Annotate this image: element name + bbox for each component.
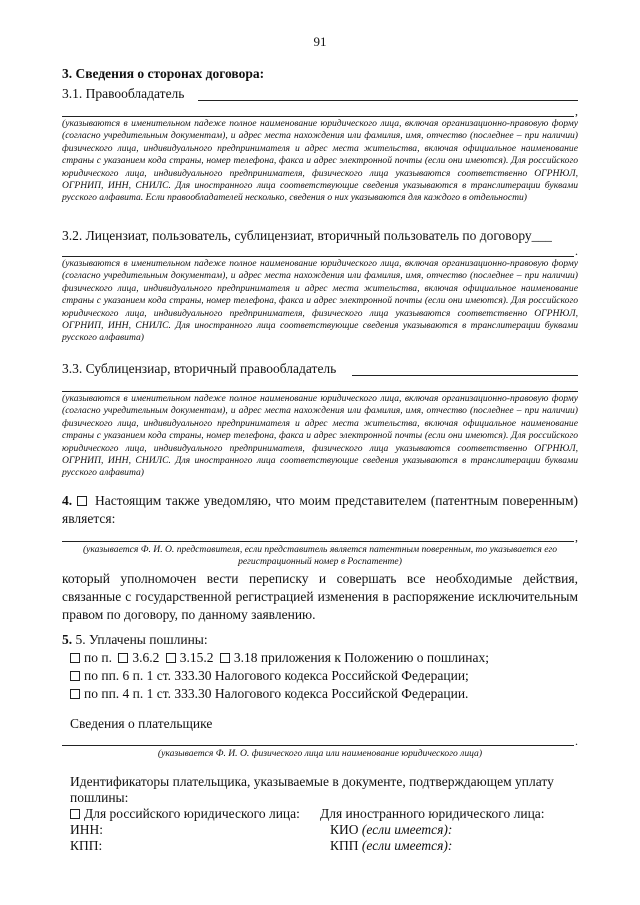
kpp-foreign-label: КПП (если имеется):: [330, 838, 453, 853]
russian-entity-label: Для российского юридического лица:: [70, 806, 300, 822]
fee-line-1: по п. 3.6.2 3.15.2 3.18 приложения к Положению о пошлинах;: [70, 650, 489, 666]
kpp-label: КПП:: [70, 838, 103, 853]
payer-ids-text-1: Идентификаторы плательщика, указываемые в документе, подтверждающем уплату: [70, 774, 554, 789]
kio-label: КИО (если имеется):: [330, 822, 453, 837]
payer-title: Сведения о плательщике: [70, 716, 213, 731]
section-3-2-note: (указываются в именительном падеже полное наименование юридического лица, включая организационно-правовую форму (согласно учредительным документам), и адрес места нахождения или фамилия, имя, отчество (последнее – при наличии) физического лица, индивидуального предпринимателя и адрес места жительства, включая официальное наименование страны с указанием кода страны, номер телефона, факса и адрес электронной почты (если они имеются). Для российского юридического лица, индивидуального предпринимателя, физического лица указываются соответственно ОГРНЮЛ, ОГРНИП, ИНН, СНИЛС. Для иностранного лица соответствующие сведения указываются в транслитерации буквами русского алфавита): [62, 258, 578, 344]
rightholder-field-line-2[interactable]: [62, 116, 574, 117]
section-4-body: который уполномочен вести переписку и совершать все необходимые действия, связанные с государственной регистрацией изменения в распоряжение исключительным правом по договору, по данному заявлению.: [62, 571, 578, 622]
russian-entity-checkbox[interactable]: [70, 809, 80, 819]
fee-checkbox-pp4[interactable]: [70, 689, 80, 699]
foreign-entity-label: Для иностранного юридического лица:: [320, 806, 545, 821]
sublicensor-field-line[interactable]: [352, 375, 578, 376]
licensee-field-line[interactable]: [62, 256, 574, 257]
fee-checkbox-362[interactable]: [118, 653, 128, 663]
fee-checkbox-1[interactable]: [70, 653, 80, 663]
rightholder-field-line[interactable]: [198, 100, 578, 101]
fee-line-2: по пп. 6 п. 1 ст. 333.30 Налогового кодекса Российской Федерации;: [70, 668, 469, 684]
section-5-title: 5. 5. Уплачены пошлины:: [62, 632, 208, 647]
section-4-text: 4. Настоящим также уведомляю, что моим представителем (патентным поверенным) является:: [62, 493, 578, 526]
section-4-number: 4.: [62, 493, 73, 508]
section-4-note: (указывается Ф. И. О. представителя, если представитель является патентным поверенным, то указывается его регистрационный номер в Роспатенте): [82, 544, 558, 568]
fee-checkbox-pp6[interactable]: [70, 671, 80, 681]
payer-note: (указывается Ф. И. О. физического лица или наименование юридического лица): [157, 748, 483, 759]
section-3-3-label: 3.3. Сублицензиар, вторичный правообладатель: [62, 361, 337, 376]
section-4-checkbox[interactable]: [77, 496, 87, 506]
section-3-1-note: (указываются в именительном падеже полное наименование юридического лица, включая организационно-правовую форму (согласно учредительным документам), и адрес места нахождения или фамилия, имя, отчество (последнее – при наличии) физического лица, индивидуального предпринимателя и адрес места жительства, включая официальное наименование страны с указанием кода страны, номер телефона, факса и адрес электронной почты (если они имеются). Для российского юридического лица, индивидуального предпринимателя, физического лица указываются соответственно ОГРНЮЛ, ОГРНИП, ИНН, СНИЛС. Для иностранного лица соответствующие сведения указываются в транслитерации буквами русского алфавита. Если правообладателей несколько, сведения о них указываются для каждого в отдельности): [62, 118, 578, 204]
payer-field-line[interactable]: [62, 745, 574, 746]
section-3-title: 3. Сведения о сторонах договора:: [62, 66, 265, 81]
page-number: 91: [313, 34, 327, 49]
fee-line-3: по пп. 4 п. 1 ст. 333.30 Налогового кодекса Российской Федерации.: [70, 686, 468, 702]
fee-checkbox-3152[interactable]: [166, 653, 176, 663]
section-3-3-note: (указываются в именительном падеже полное наименование юридического лица, включая организационно-правовую форму (согласно учредительным документам), и адрес места нахождения или фамилия, имя, отчество (последнее – при наличии) физического лица, индивидуального предпринимателя и адрес места жительства, включая официальное наименование страны с указанием кода страны, номер телефона, факса и адрес электронной почты (если они имеются). Для российского юридического лица, индивидуального предпринимателя, физического лица указываются соответственно ОГРНЮЛ, ОГРНИП, ИНН, СНИЛС. Для иностранного лица соответствующие сведения указываются в транслитерации буквами русского алфавита): [62, 393, 578, 479]
fee-checkbox-318[interactable]: [220, 653, 230, 663]
payer-ids-text-2: пошлины:: [70, 790, 129, 805]
section-3-2-label: 3.2. Лицензиат, пользователь, сублицензиат, вторичный пользователь по договору___: [62, 228, 552, 243]
document-page: 91 3. Сведения о сторонах договора: 3.1. Правообладатель , (указываются в именительном падеже полное наименование юридического лица, включая организационно-правовую форму (согласно учредительным документам), и адрес места нахождения или фамилия, имя, отчество (последнее – при наличии) физического лица, индивидуального предпринимателя и адрес места жительства, включая официальное наименование страны с указанием кода страны, номер телефона, факса и адрес электронной почты (если они имеются). Для российского юридического лица, индивидуального предпринимателя, физического лица указываются соответственно ОГРНЮЛ, ОГРНИП, ИНН, СНИЛС. Для иностранного лица соответствующие сведения указываются в транслитерации буквами русского алфавита. Если правообладателей несколько, сведения о них указываются для каждого в отдельности) 3.2. Лицензиат, пользователь, сублицензиат, вторичный пользователь по договору___ . (указываются в именительном падеже полное наименование юридического лица, включая организационно-правовую форму (согласно учредительным документам), и адрес места нахождения или фамилия, имя, отчество (последнее – при наличии) физического лица, индивидуального предпринимателя и адрес места жительства, включая официальное наименование страны с указанием кода страны, номер телефона, факса и адрес электронной почты (если они имеются). Для российского юридического лица, индивидуального предпринимателя, физического лица указываются соответственно ОГРНЮЛ, ОГРНИП, ИНН, СНИЛС. Для иностранного лица соответствующие сведения указываются в транслитерации буквами русского алфавита) 3.3. Сублицензиар, вторичный правообладатель (указываются в именительном падеже полное наименование юридического лица, включая организационно-правовую форму (согласно учредительным документам), и адрес места нахождения или фамилия, имя, отчество (последнее – при наличии) физического лица, индивидуального предпринимателя и адрес места жительства, включая официальное наименование страны с указанием кода страны, номер телефона, факса и адрес электронной почты (если они имеются). Для российского юридического лица, индивидуального предпринимателя, физического лица указываются соответственно ОГРНЮЛ, ОГРНИП, ИНН, СНИЛС. Для иностранного лица соответствующие сведения указываются в транслитерации буквами русского алфавита) 4. Настоящим также уведомляю, что моим представителем (патентным поверенным) является: , (указывается Ф. И. О. представителя, если представитель является патентным поверенным, то указывается его регистрационный номер в Роспатенте) который уполномочен вести переписку и совершать все необходимые действия, связанные с государственной регистрацией изменения в распоряжение исключительным правом по договору, по данному заявлению. 5. 5. Уплачены пошлины: по п. 3.6.2 3.15.2 3.18 приложения к Положению о пошлинах; по пп. 6 п. 1 ст. 333.30 Налогового кодекса Российской Федерации; по пп. 4 п. 1 ст. 333.30 Налогового кодекса Российской Федерации. Сведения о плательщике . (указывается Ф. И. О. физического лица или наименование юридического лица) Идентификаторы плательщика, указываемые в документе, подтверждающем уплату пошлины: Для российского юридического лица: ИНН: КПП: Для иностранного юридического лица: КИО (если имеется): КПП (если имеется):: [0, 0, 640, 905]
inn-label: ИНН:: [70, 822, 103, 837]
section-3-1-label: 3.1. Правообладатель: [62, 86, 185, 101]
sublicensor-field-line-2[interactable]: [62, 391, 578, 392]
representative-field-line[interactable]: [62, 541, 574, 542]
